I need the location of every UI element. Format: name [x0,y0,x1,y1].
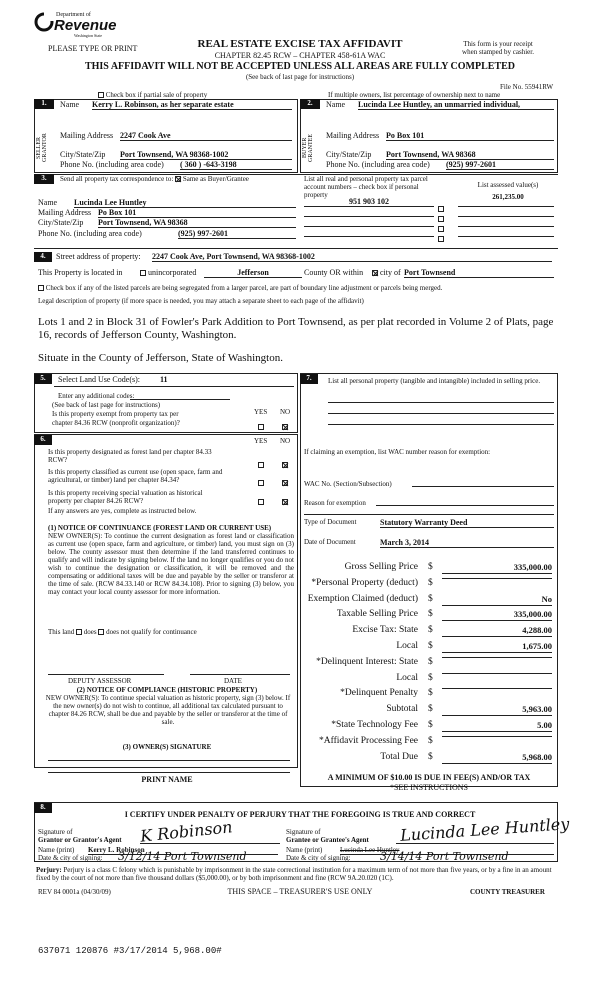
street-address: 2247 Cook Ave, Port Townsend, WA 98368-1002 [152,252,552,262]
buyer-mailing-label: Mailing Address [326,131,380,140]
seller-mailing-label: Mailing Address [60,131,114,140]
assessed-value: 261,235.00 [492,193,524,201]
fee-row-value: No [442,594,552,606]
fee-row-value [442,688,552,689]
personal-property-checkbox-4[interactable] [438,230,444,248]
send-correspondence-label: Send all property tax correspondence to: [60,175,174,183]
fee-row-value: 5,968.00 [442,752,552,764]
seller-phone-label: Phone No. (including area code) [60,160,164,169]
print-name-label: PRINT NAME [141,775,193,784]
fee-row-label: Local [396,672,418,683]
deputy-assessor-label: DEPUTY ASSESSOR [68,677,132,685]
fee-row-label: *State Technology Fee [331,720,418,730]
fee-row-label: Taxable Selling Price [336,609,418,620]
grantor-date-label: Date & city of signing: [38,854,103,862]
city-of-label: city of [380,268,401,277]
unincorporated-checkbox[interactable] [140,270,146,276]
section-8-number: 8. [34,803,52,813]
city-name: Port Townsend [404,268,554,278]
fee-row-label: *Personal Property (deduct) [311,577,418,588]
fee-row-value: 4,288.00 [442,625,552,637]
section-7-number: 7. [300,374,318,384]
current-use-no-checkbox[interactable] [282,474,288,492]
fee-row-dollar-sign: $ [428,672,433,683]
mail-name-label: Name [38,198,58,207]
same-as-buyer-label: Same as Buyer/Grantee [182,175,249,183]
grantee-name: Lucinda Lee Huntley [340,846,554,855]
buyer-phone-label: Phone No. (including area code) [326,160,430,169]
section-3-number: 3. [34,174,54,184]
see-instructions: *SEE INSTRUCTIONS [389,783,468,792]
segregated-label: Check box if any of the listed parcels are being segregated from a larger parcel, are part of boundary line adjustment or parcels being merged. [45,284,443,292]
fee-row-dollar-sign: $ [428,751,433,762]
send-correspondence-row[interactable] [60,175,249,183]
doc-type-label: Type of Document [304,518,357,526]
logo-department: Department of [56,12,91,18]
section-4-number: 4. [34,252,52,262]
answers-note: If any answers are yes, complete as instructed below. [48,507,197,515]
assessed-header: List assessed value(s) [477,181,539,189]
section-2-number: 2. [300,99,320,109]
section-6-no: NO [280,437,291,445]
fee-row-dollar-sign: $ [428,577,433,588]
see-back: (See back of last page for instructions) [245,73,355,81]
grantor-signature-label: Signature of [38,828,73,836]
perjury-label: Perjury: [36,866,62,874]
fee-row-value: 335,000.00 [442,562,552,574]
owner-signature-label: (3) OWNER(S) SIGNATURE [122,743,212,751]
seller-side-label: SELLER GRANTOR [36,133,48,163]
rev-number: REV 84 0001a (04/30/09) [38,888,111,896]
continuance-row[interactable] [48,628,197,636]
perjury-text: Perjury is a class C felony which is punishable by imprisonment in the state correctional institution for a maximum term of not more than five years, or by a fine in an amount fixed by the court of not more than five thousand dollars ($5,000.00), or by both imprisonment and fine (RCW 9A.20.020 (1C). [36,866,552,882]
segregated-checkbox[interactable] [38,285,44,291]
fee-row-dollar-sign: $ [428,704,433,715]
treasurer-space: THIS SPACE – TREASURER'S USE ONLY [227,887,373,896]
current-use-q-b: agricultural, or timber) land per chapter 84.34? [48,476,180,484]
exemption-claim-label: If claiming an exemption, list WAC number reason for exemption: [304,448,491,456]
grantor-name: Kerry L. Robinson [88,846,278,855]
parcel-number: 951 903 102 [349,197,389,206]
forest-yes-checkbox[interactable] [258,456,264,474]
seller-mailing: 2247 Cook Ave [120,131,292,141]
mail-mailing: Po Box 101 [98,208,296,218]
unincorporated-row[interactable] [140,268,196,277]
grantor-date-city: 3/12/14 Port Townsend [118,850,247,863]
exempt-q1: Is this property exempt from property tax per [52,410,179,418]
seller-name-label: Name [60,100,80,109]
form-title: REAL ESTATE EXCISE TAX AFFIDAVIT [197,38,403,50]
assessor-date-label: DATE [224,677,242,685]
fee-row-value [442,673,552,674]
fee-row-dollar-sign: $ [428,593,433,604]
personal-property-label: List all personal property (tangible and intangible) included in selling price. [328,377,541,385]
fee-row-value [442,657,552,658]
current-use-yes-checkbox[interactable] [258,474,264,492]
logo-revenue: Revenue [54,17,117,34]
current-use-q-a: Is this property classified as current use (open space, farm and [48,468,223,476]
buyer-name: Lucinda Lee Huntley, an unmarried individual, [358,100,554,110]
mail-city-label: City/State/Zip [38,218,84,227]
receipt-note-1: This form is your receipt [463,40,533,48]
legal-description: Lots 1 and 2 in Block 31 of Fowler's Park Addition to Port Townsend, as per plat recorded in Volume 2 of Plats, page 16, records of Jefferson County, Washington. [38,316,554,341]
please-type: PLEASE TYPE OR PRINT [48,44,138,53]
fee-row-value [442,578,552,579]
partial-sale-row[interactable] [98,91,207,99]
doc-date: March 3, 2014 [380,538,554,548]
partial-sale-label: Check box if partial sale of property [105,91,208,99]
fee-row-dollar-sign: $ [428,641,433,651]
legal-situate: Situate in the County of Jefferson, State of Washington. [38,352,283,364]
fee-row-label: Total Due [380,751,418,762]
fee-row-dollar-sign: $ [428,688,433,699]
notice-1-body: NEW OWNER(S): To continue the current designation as forest land or classification as current use (open space, farm and agriculture, or timber) land, you must sign on (3) below. The county assessor must then determine if the land transferred continues to qualify and will indicate by signing below. If the land no longer qualifies or you do not wish to continue the designation or classification, it will be removed and the compensating or additional taxes will be due and payable by the seller or transferor at the time of sale. (RCW 84.33.140 or RCW 84.34.108). Prior to signing (3) below, you may contact your local county assessor for more information. [48,532,294,596]
grantee-agent-label: Grantee or Grantee's Agent [286,836,369,844]
section-5-number: 5. [34,374,52,384]
grantor-name-label: Name (print) [38,846,75,854]
parcel-header: List all real and personal property tax parcel account numbers – check box if personal property [304,175,428,199]
section-6-number: 6. [34,435,52,445]
does-not-checkbox[interactable] [98,629,104,635]
logo-swoosh-icon [34,12,54,32]
seller-city: Port Townsend, WA 98368-1002 [120,150,292,160]
form-warning: THIS AFFIDAVIT WILL NOT BE ACCEPTED UNLESS ALL AREAS ARE FULLY COMPLETED [84,61,516,72]
county-treasurer: COUNTY TREASURER [470,888,545,896]
unincorporated-label: unincorporated [148,268,197,277]
land-use-code: 11 [160,375,168,384]
historic-q-b: property per chapter 84.26 RCW? [48,497,144,505]
street-label: Street address of property: [56,252,141,261]
logo-state: Washington State [74,33,103,38]
receipt-note-2: when stamped by cashier. [462,48,534,56]
does-checkbox[interactable] [76,629,82,635]
fee-row-dollar-sign: $ [428,720,433,730]
mail-mailing-label: Mailing Address [38,208,92,217]
section-5-see-back: (See back of last page for instructions) [52,401,161,409]
fee-row-label: Gross Selling Price [344,562,418,572]
seller-phone: ( 360 ) -643-3198 [180,160,292,170]
buyer-city-label: City/State/Zip [326,150,372,159]
historic-yes-checkbox[interactable] [258,493,264,511]
additional-codes-label: Enter any additional codes: [58,392,135,400]
mail-name: Lucinda Lee Huntley [74,198,296,208]
within-city-checkbox[interactable] [372,270,378,276]
certify-statement: I CERTIFY UNDER PENALTY OF PERJURY THAT THE FOREGOING IS TRUE AND CORRECT [124,810,476,819]
fee-row-label: Subtotal [386,704,418,715]
grantee-date-city: 3/14/14 Port Townsend [380,850,509,863]
exempt-q2: chapter 84.36 RCW (nonprofit organization)? [52,419,180,427]
section-5-yes: YES [254,408,268,416]
fee-row-value: 5,963.00 [442,704,552,716]
fee-row-label: Excise Tax: State [352,625,418,636]
section-1-number: 1. [34,99,54,109]
buyer-phone: (925) 997-2601 [446,160,554,170]
fee-row-value: 335,000.00 [442,609,552,621]
fee-row-dollar-sign: $ [428,625,433,636]
notice-2-title: (2) NOTICE OF COMPLIANCE (HISTORIC PROPERTY) [76,686,258,694]
fee-row-label: *Affidavit Processing Fee [318,735,418,746]
reason-label: Reason for exemption [304,499,366,507]
wac-label: WAC No. (Section/Subsection) [304,480,392,488]
this-land-label: This land [48,628,75,636]
buyer-mailing: Po Box 101 [386,131,554,141]
doc-date-label: Date of Document [304,538,356,546]
grantee-signature: Lucinda Lee Huntley [399,814,570,845]
notice-2-body: NEW OWNER(S): To continue special valuation as historic property, sign (3) below. If the new owner(s) do not wish to continue, all additional tax calculated pursuant to chapter 84.26 RCW, shall be due and payable by the seller or transferor at the time of sale. [45,694,291,726]
forest-q-a: Is this property designated as forest land per chapter 84.33 [48,448,212,456]
seller-city-label: City/State/Zip [60,150,106,159]
minimum-due: A MINIMUM OF $10.00 IS DUE IN FEE(S) AND/OR TAX [327,773,531,782]
fee-row-value [442,736,552,737]
fee-row-dollar-sign: $ [428,562,433,572]
historic-q-a: Is this property receiving special valuation as historical [48,489,203,497]
revenue-logo [34,10,117,44]
form-subtitle: CHAPTER 82.45 RCW – CHAPTER 458-61A WAC [214,51,386,60]
county-name: Jefferson [204,268,302,278]
forest-q-b: RCW? [48,456,68,464]
grantee-signature-label: Signature of [286,828,321,836]
does-not-label: does not qualify for continuance [106,628,197,636]
land-use-label: Select Land Use Code(s): [58,375,140,384]
fee-row-dollar-sign: $ [428,735,433,746]
grantee-name-label: Name (print) [286,846,323,854]
does-label: does [83,628,97,636]
buyer-name-label: Name [326,100,346,109]
multiple-owners-note: If multiple owners, list percentage of ownership next to name [328,91,501,99]
fee-row-dollar-sign: $ [428,609,433,620]
fee-row-label: Exemption Claimed (deduct) [307,593,418,604]
mail-phone: (925) 997-2601 [178,229,296,239]
section-6-yes: YES [254,437,268,445]
notice-1-title: (1) NOTICE OF CONTINUANCE (FOREST LAND OR CURRENT USE) [48,524,272,532]
perjury-notice [36,866,560,882]
legal-label: Legal description of property (if more space is needed, you may attach a separate sheet to each page of the affidavit) [38,297,364,305]
grantor-signature: K Robinson [139,817,234,846]
partial-sale-checkbox[interactable] [98,92,104,98]
fee-row-value: 1,675.00 [442,641,552,653]
file-number: File No. 55941RW [500,83,554,91]
same-as-buyer-checkbox[interactable] [175,176,181,182]
mail-city: Port Townsend, WA 98368 [98,218,296,228]
grantor-agent-label: Grantor or Grantor's Agent [38,836,122,844]
grantee-date-label: Date & city of signing: [286,854,351,862]
fee-row-label: Local [396,641,418,651]
buyer-city: Port Townsend, WA 98368 [386,150,554,160]
mail-phone-label: Phone No. (including area code) [38,229,142,238]
fee-row-label: *Delinquent Interest: State [316,656,418,667]
section-5-no: NO [280,408,291,416]
fee-row-label: *Delinquent Penalty [340,688,418,699]
historic-no-checkbox[interactable] [282,493,288,511]
seller-name: Kerry L. Robinson, as her separate estate [92,100,292,110]
fee-row-value: 5.00 [442,720,552,732]
fee-row-dollar-sign: $ [428,656,433,667]
doc-type: Statutory Warranty Deed [380,518,554,528]
forest-no-checkbox[interactable] [282,456,288,474]
location-label: This Property is located in [38,268,123,277]
segregated-row[interactable] [38,284,558,292]
within-city-row[interactable] [372,268,401,277]
county-or-label: County OR within [304,268,364,277]
buyer-side-label: BUYER GRANTEE [302,134,314,162]
receipt-stamp: 637071 120876 #3/17/2014 5,968.00# [38,946,222,956]
